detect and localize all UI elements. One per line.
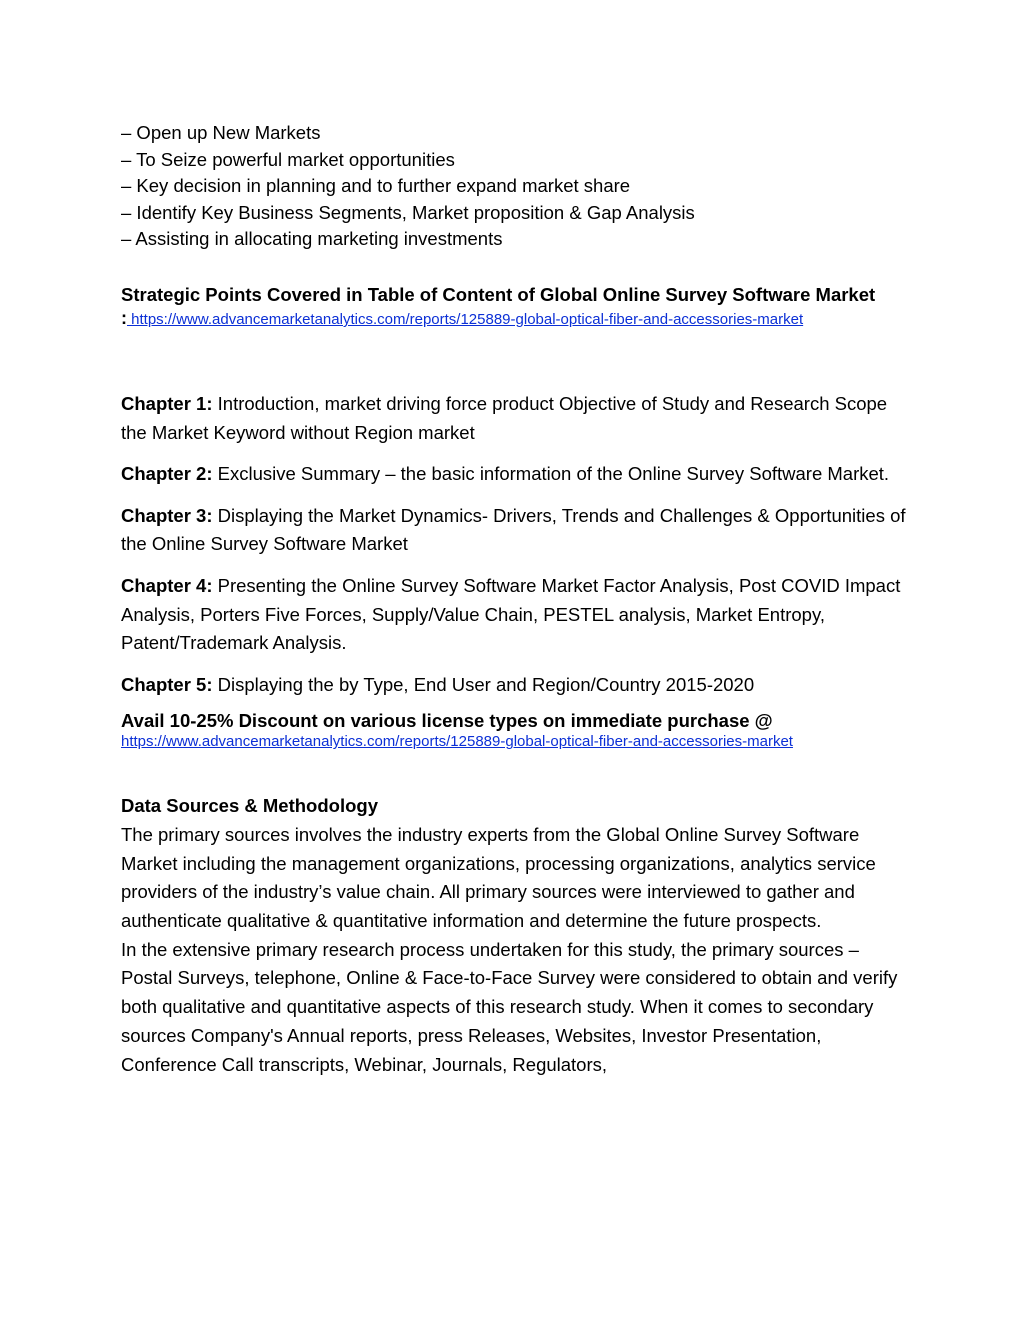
chapter-item: [121, 502, 911, 559]
chapter-text: Presenting the Online Survey Software Market Factor Analysis, Post COVID Impact Analysis, Porters Five Forces, Supply/Value Chain, PESTEL analysis, Market Entropy, Patent/Trademark Analysis.: [121, 574, 901, 654]
toc-report-link[interactable]: https://www.advancemarketanalytics.com/reports/125889-global-optical-fiber-and-accessories-market: [127, 310, 804, 328]
toc-link-line: [121, 308, 861, 330]
chapter-item: [121, 671, 911, 700]
chapter-item: [121, 460, 911, 489]
list-item: – Open up New Markets: [121, 122, 321, 143]
chapter-text: Displaying the Market Dynamics- Drivers, Trends and Challenges & Opportunities of the Online Survey Software Market: [121, 504, 906, 555]
discount-title: Avail 10-25% Discount on various license types on immediate purchase @: [121, 710, 773, 732]
toc-heading: Strategic Points Covered in Table of Content of Global Online Survey Software Market: [121, 283, 876, 305]
methodology-section: [121, 792, 911, 1079]
chapter-label: Chapter 1:: [121, 392, 213, 414]
document-page: [121, 120, 911, 1079]
list-item: – Identify Key Business Segments, Market proposition & Gap Analysis: [121, 201, 695, 223]
list-item: – Assisting in allocating marketing investments: [121, 228, 503, 250]
methodology-heading: Data Sources & Methodology: [121, 795, 378, 817]
chapter-label: Chapter 5:: [121, 673, 213, 695]
chapter-label: Chapter 3:: [121, 504, 213, 526]
chapter-text: Exclusive Summary – the basic information of the Online Survey Software Market.: [212, 463, 890, 485]
methodology-paragraph: The primary sources involves the industry experts from the Global Online Survey Software Market including the management organizations, processing organizations, analytics service providers of the industry’s value chain. All primary sources were interviewed to gather and authenticate qualitative & quantitative information and determine the future prospects.: [121, 823, 876, 932]
chapter-label: Chapter 2:: [121, 463, 213, 485]
chapter-text: Displaying the by Type, End User and Region/Country 2015-2020: [212, 673, 755, 695]
chapter-list: [121, 390, 911, 699]
list-item: – Key decision in planning and to further expand market share: [121, 175, 631, 197]
methodology-paragraph: In the extensive primary research process undertaken for this study, the primary sources – Postal Surveys, telephone, Online & Face-to-Face Survey were considered to obtain and verify both qualitative and quantitative aspects of this research study. When it comes to secondary sources Company's Annual reports, press Releases, Websites, Investor Presentation, Conference Call transcripts, Webinar, Journals, Regulators,: [121, 938, 898, 1075]
chapter-text: Introduction, market driving force product Objective of Study and Research Scope the Market Keyword without Region market: [121, 392, 888, 443]
chapter-item: [121, 572, 911, 658]
toc-colon: :: [121, 307, 127, 328]
chapter-item: [121, 390, 911, 447]
list-item: – To Seize powerful market opportunities: [121, 148, 455, 170]
benefits-list: [121, 120, 911, 253]
chapter-label: Chapter 4:: [121, 574, 213, 596]
discount-link[interactable]: https://www.advancemarketanalytics.com/reports/125889-global-optical-fiber-and-accessories-market: [121, 733, 793, 751]
discount-block: [121, 710, 911, 752]
